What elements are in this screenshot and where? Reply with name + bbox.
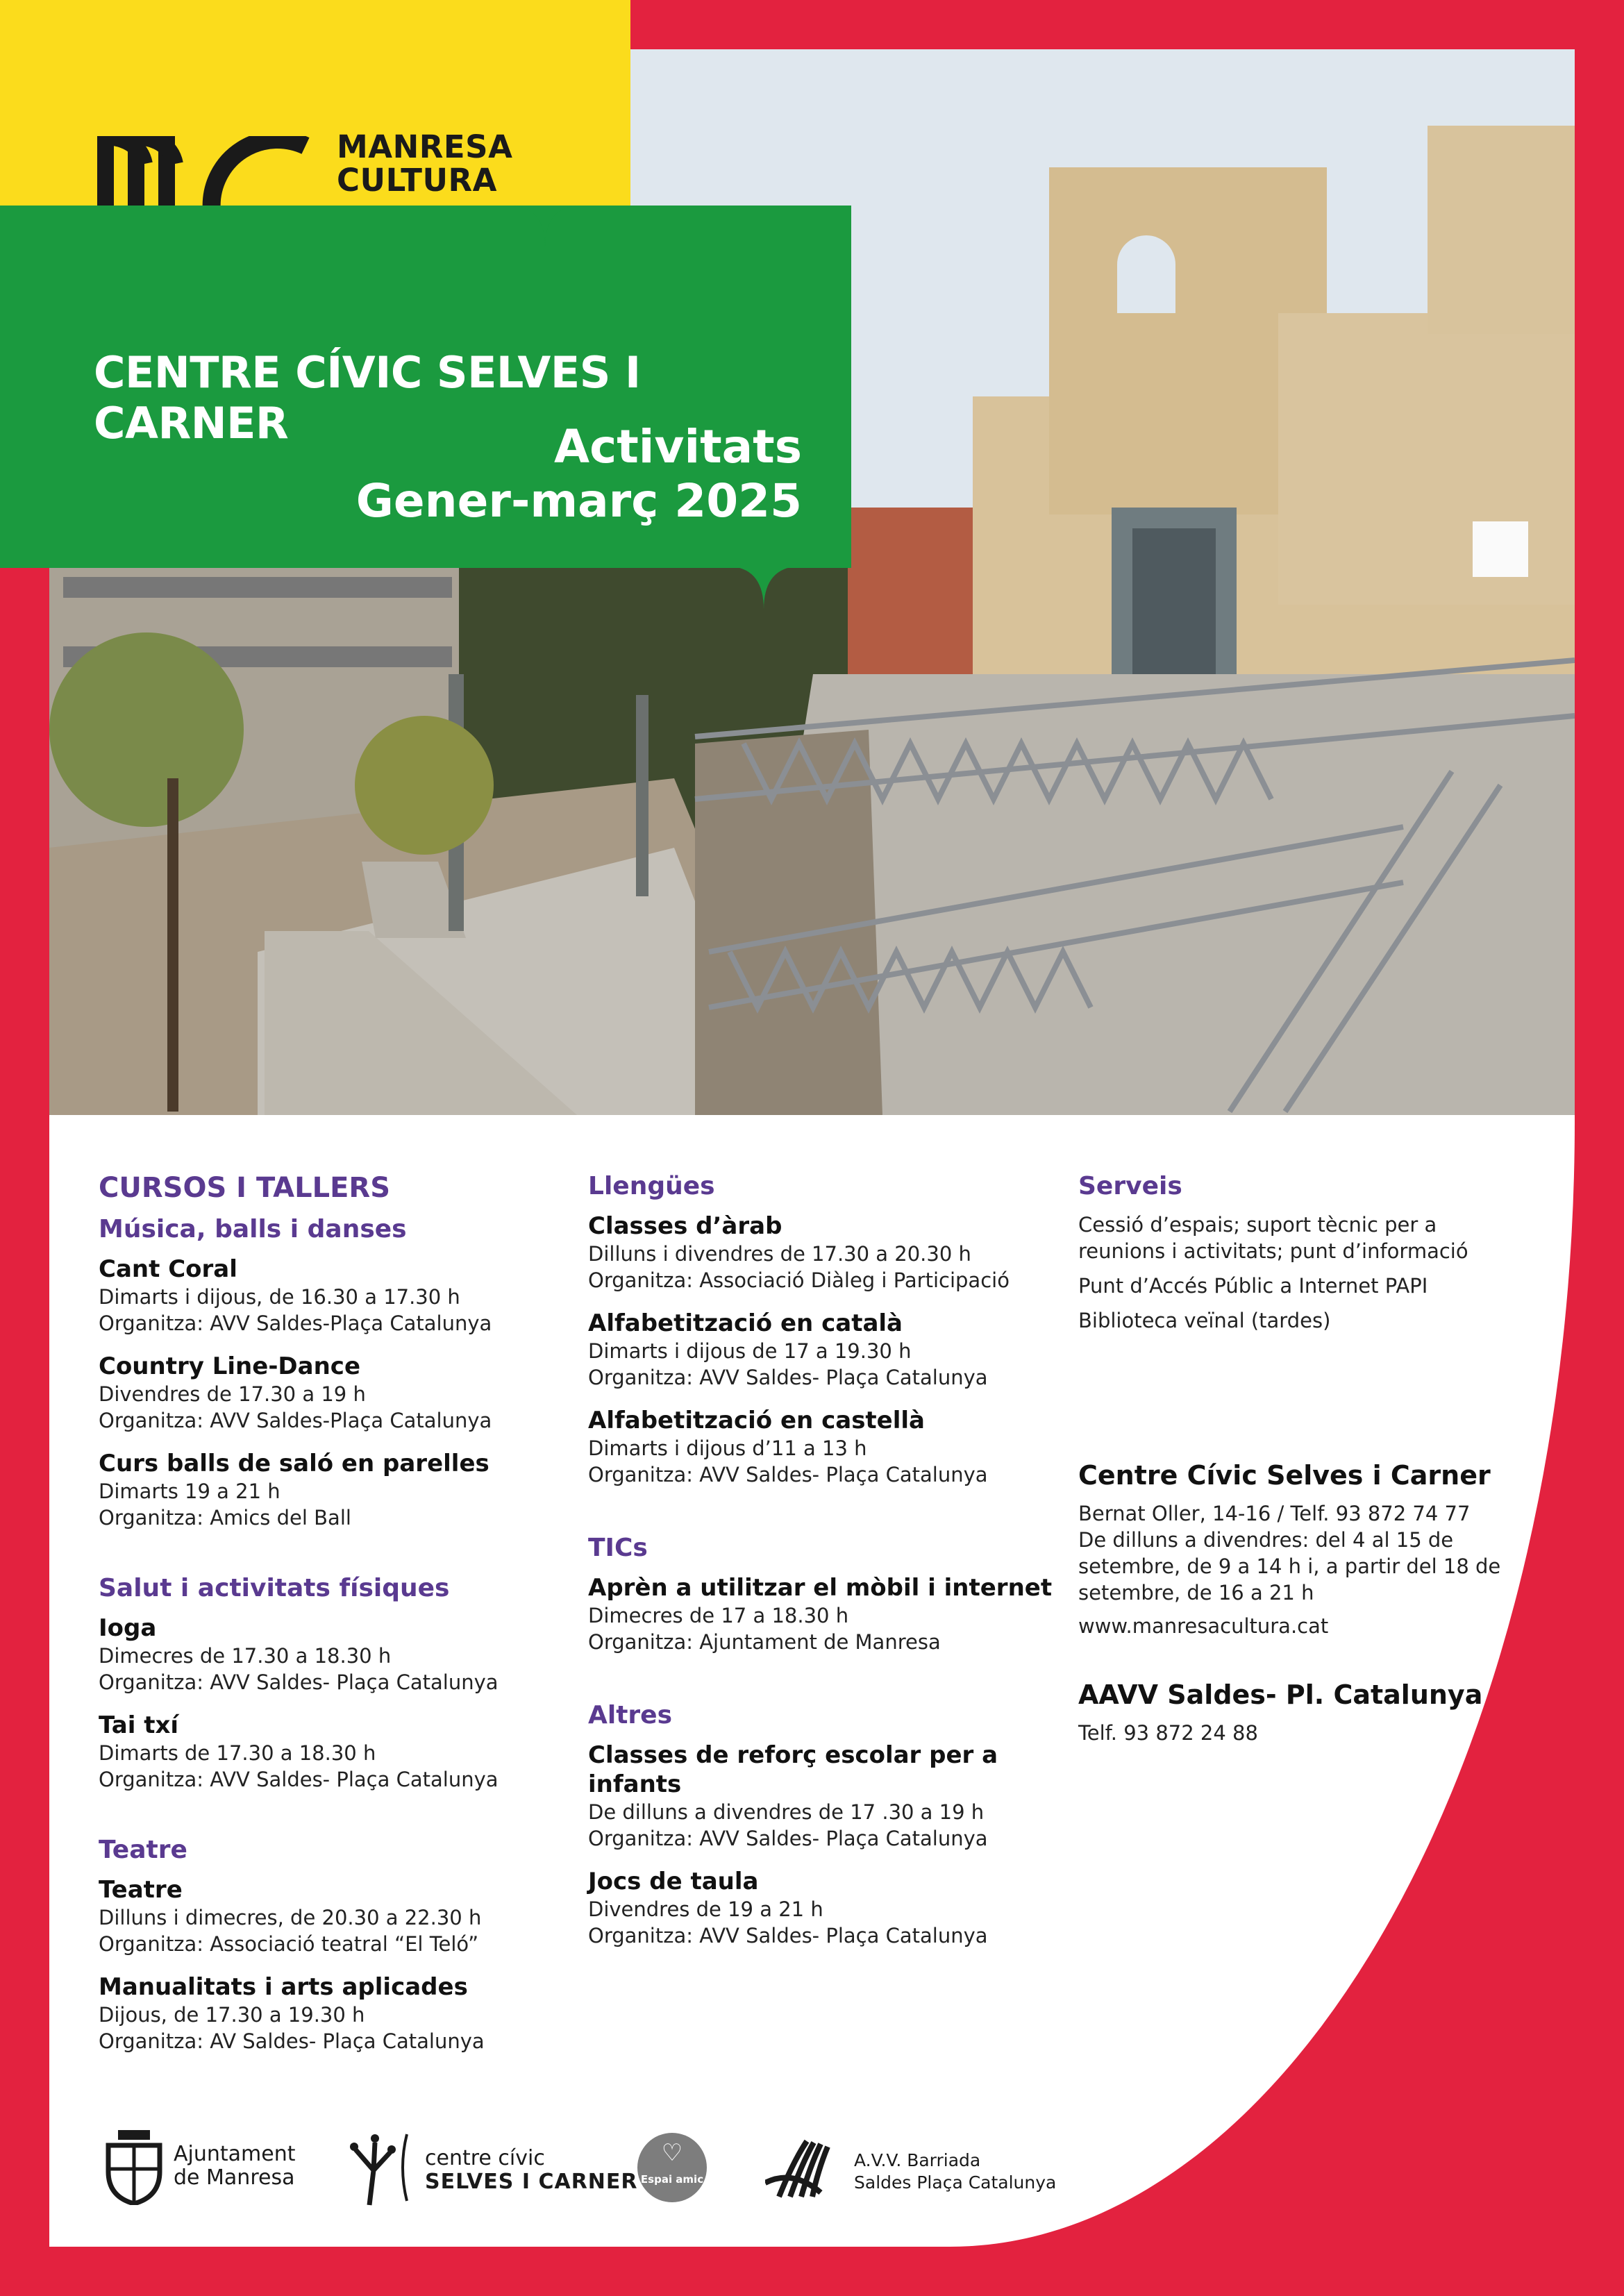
centre-address: Bernat Oller, 14-16 / Telf. 93 872 74 77 (1078, 1502, 1471, 1525)
activity-organizer: Organitza: AVV Saldes- Plaça Catalunya (588, 1463, 988, 1486)
aavv-title: AAVV Saldes- Pl. Catalunya (1078, 1679, 1483, 1710)
ajuntament-line2: de Manresa (174, 2165, 295, 2190)
banner-subtitle (174, 420, 802, 528)
servei-line: Biblioteca veïnal (tardes) (1078, 1309, 1331, 1332)
banner-sub-activitats: Activitats (554, 420, 802, 474)
aavv-phone: Telf. 93 872 24 88 (1078, 1721, 1258, 1745)
espai-amic-label: Espai amic (640, 2173, 704, 2186)
brand-yellow-block (0, 0, 630, 206)
activity-title: Manualitats i arts aplicades (99, 1973, 468, 2001)
espai-amic-badge (637, 2133, 707, 2202)
activity-item (99, 1875, 571, 1957)
activity-title: Classes d’àrab (588, 1212, 782, 1240)
activity-item (99, 1255, 571, 1336)
activity-item (99, 1972, 571, 2054)
activity-organizer: Organitza: AVV Saldes- Plaça Catalunya (99, 1768, 499, 1791)
activity-title: Ioga (99, 1614, 157, 1642)
activity-item (99, 1449, 571, 1531)
activity-organizer: Organitza: AVV Saldes- Plaça Catalunya (588, 1366, 988, 1389)
activity-title: Teatre (99, 1876, 183, 1904)
centre-civic-tree-icon (342, 2129, 418, 2206)
ajuntament-label (174, 2143, 296, 2190)
activity-schedule: Divendres de 17.30 a 19 h (99, 1382, 366, 1406)
centre-website-link[interactable]: www.manresacultura.cat (1078, 1614, 1329, 1638)
activity-schedule: De dilluns a divendres de 17 .30 a 19 h (588, 1800, 985, 1824)
section-title-teatre: Teatre (99, 1836, 187, 1864)
activity-title: Alfabetització en castellà (588, 1407, 925, 1434)
servei-line: Punt d’Accés Públic a Internet PAPI (1078, 1274, 1428, 1298)
activity-schedule: Dimecres de 17 a 18.30 h (588, 1604, 849, 1627)
banner-title: CENTRE CÍVIC SELVES I CARNER (94, 347, 641, 449)
activity-title: Jocs de taula (588, 1868, 759, 1895)
activity-organizer: Organitza: AVV Saldes- Plaça Catalunya (588, 1827, 988, 1850)
activity-item (588, 1573, 1060, 1655)
section-title-serveis: Serveis (1078, 1172, 1182, 1200)
activity-item (588, 1309, 1060, 1391)
brand-wordmark (337, 128, 513, 199)
column-serveis (1078, 1172, 1523, 1746)
brand-line1: MANRESA (337, 128, 513, 165)
activity-schedule: Dimarts i dijous de 17 a 19.30 h (588, 1339, 912, 1363)
banner-notch-bottom (733, 567, 795, 610)
activity-schedule: Dimarts i dijous d’11 a 13 h (588, 1436, 867, 1460)
avv-line2: Saldes Plaça Catalunya (854, 2172, 1057, 2193)
section-title-llengues: Llengües (588, 1172, 715, 1200)
activity-item (99, 1352, 571, 1434)
centre-title: Centre Cívic Selves i Carner (1078, 1460, 1491, 1491)
brand-line2: CULTURA (337, 162, 498, 199)
activity-title: Classes de reforç escolar per a infants (588, 1741, 998, 1798)
activity-title: Curs balls de saló en parelles (99, 1450, 489, 1477)
avv-label (854, 2150, 1056, 2194)
activity-schedule: Dimarts i dijous, de 16.30 a 17.30 h (99, 1285, 460, 1309)
activity-item (99, 1711, 571, 1793)
section-title-musica: Música, balls i danses (99, 1215, 407, 1243)
avv-hands-icon (765, 2134, 842, 2201)
activity-schedule: Dimecres de 17.30 a 18.30 h (99, 1644, 392, 1668)
activity-schedule: Dilluns i dimecres, de 20.30 a 22.30 h (99, 1906, 482, 1929)
activity-organizer: Organitza: Associació teatral “El Teló” (99, 1932, 479, 1956)
activity-item (588, 1741, 1060, 1852)
banner-sub-dates: Gener-març 2025 (355, 474, 802, 528)
activity-organizer: Organitza: Associació Diàleg i Participació (588, 1268, 1010, 1292)
activity-organizer: Organitza: AVV Saldes-Plaça Catalunya (99, 1409, 492, 1432)
centre-civic-line1: centre cívic (425, 2146, 545, 2170)
activity-item (588, 1212, 1060, 1293)
activity-schedule: Dimarts 19 a 21 h (99, 1480, 281, 1503)
activity-item (99, 1614, 571, 1695)
section-title-tics: TICs (588, 1534, 648, 1562)
column-llengues (588, 1172, 1060, 1964)
activity-schedule: Dijous, de 17.30 a 19.30 h (99, 2003, 365, 2027)
activity-organizer: Organitza: Amics del Ball (99, 1506, 351, 1530)
activity-organizer: Organitza: AVV Saldes- Plaça Catalunya (588, 1924, 988, 1947)
activity-title: Tai txí (99, 1711, 179, 1739)
column-cursos (99, 1172, 571, 2070)
centre-hours: De dilluns a divendres: del 4 al 15 de setembre, de 9 a 14 h i, a partir del 18 de setembre, de 16 a 21 h (1078, 1528, 1501, 1604)
banner-notch-top (514, 206, 576, 247)
activity-organizer: Organitza: AVV Saldes-Plaça Catalunya (99, 1312, 492, 1335)
footer-logos (99, 2125, 1140, 2215)
centre-civic-label (425, 2147, 638, 2194)
centre-civic-line2: SELVES I CARNER (425, 2170, 638, 2194)
avv-line1: A.V.V. Barriada (854, 2150, 981, 2170)
servei-line: Cessió d’espais; suport tècnic per a reunions i activitats; punt d’informació (1078, 1213, 1468, 1263)
cursos-heading: CURSOS I TALLERS (99, 1172, 391, 1204)
activity-title: Aprèn a utilitzar el mòbil i internet (588, 1574, 1053, 1602)
section-title-altres: Altres (588, 1701, 673, 1729)
ajuntament-line1: Ajuntament (174, 2142, 296, 2166)
section-title-salut: Salut i activitats físiques (99, 1574, 450, 1602)
activity-organizer: Organitza: Ajuntament de Manresa (588, 1630, 941, 1654)
activity-title: Cant Coral (99, 1255, 237, 1283)
activity-title: Country Line-Dance (99, 1352, 361, 1380)
activity-item (588, 1406, 1060, 1488)
ajuntament-crest-icon (106, 2130, 162, 2205)
activity-schedule: Divendres de 19 a 21 h (588, 1897, 823, 1921)
heart-icon: ♡ (661, 2139, 683, 2167)
activity-organizer: Organitza: AVV Saldes- Plaça Catalunya (99, 1670, 499, 1694)
activity-schedule: Dimarts de 17.30 a 18.30 h (99, 1741, 376, 1765)
activity-item (588, 1867, 1060, 1949)
activity-schedule: Dilluns i divendres de 17.30 a 20.30 h (588, 1242, 971, 1266)
activity-title: Alfabetització en català (588, 1309, 903, 1337)
activity-organizer: Organitza: AV Saldes- Plaça Catalunya (99, 2029, 485, 2053)
